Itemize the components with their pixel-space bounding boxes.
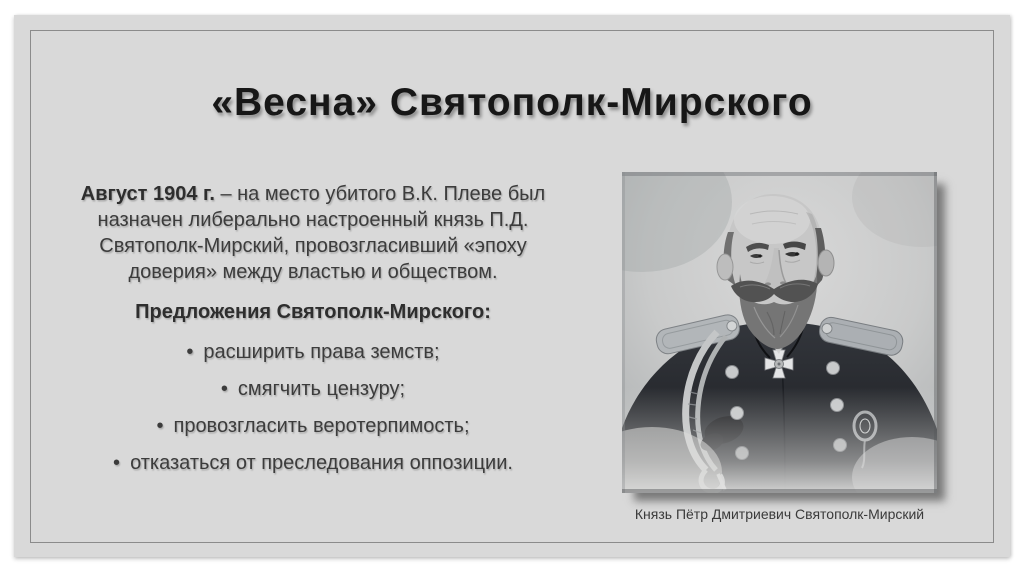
list-item-text: смягчить цензуру; [237,378,406,400]
list-item-text: отказаться от преследования оппозиции. [130,452,513,474]
proposals-list [78,339,548,476]
slide-title: «Весна» Святополк-Мирского [211,81,813,124]
bullet-marker: • [156,415,164,437]
portrait-photo [622,172,937,493]
slide [14,15,1010,557]
list-item-text: провозгласить веротерпимость; [173,415,470,437]
list-item [78,413,548,439]
list-item [78,339,548,365]
intro-date-bold: Август 1904 г. [80,183,215,205]
list-item [78,450,548,476]
list-item [78,376,548,402]
photo-caption: Князь Пётр Дмитриевич Святополк-Мирский [634,506,925,522]
bullet-marker: • [113,452,121,474]
proposals-heading: Предложения Святополк-Мирского: [135,301,491,323]
list-item-text: расширить права земств; [203,341,440,363]
bullet-marker: • [186,341,194,363]
bullet-marker: • [220,378,228,400]
intro-paragraph [78,181,548,285]
portrait-photo-drawing [622,172,937,493]
intro-paragraph-text: – на место убитого В.К. Плеве был назначен либерально настроенный князь П.Д. Святополк-Мирский, провозгласивший «эпоху доверия» между властью и обществом. [97,183,546,283]
body-text-block [78,181,548,476]
